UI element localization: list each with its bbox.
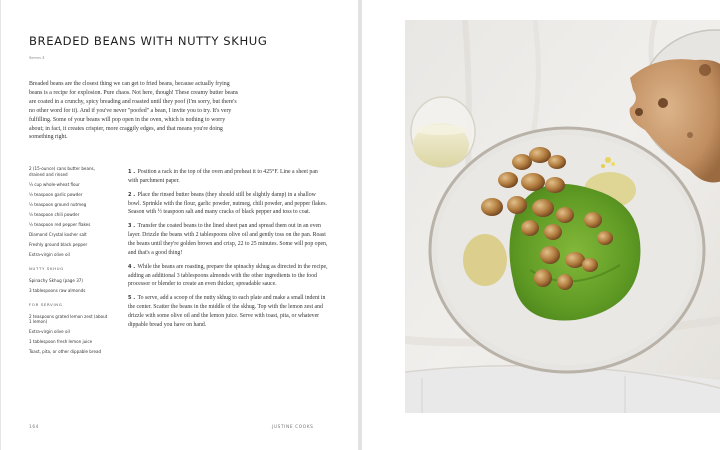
step-number: 4 .: [128, 263, 136, 270]
method-step: [128, 263, 328, 289]
ingredient: ½ teaspoon red pepper flakes: [29, 221, 91, 227]
recipe-intro: Breaded beans are the closest thing we can get to fried beans, because actually frying beans is a recipe for explosion. Pure chaos. Not here, though! These creamy butter beans are coated in a crunchy, spicy breading and roasted until they poof (I'm sorry, but there's no other word for it). And if you've never "poofed" a bean, I invite you to try. It's very fulfilling. Some of your beans will pop open in the oven, which is nothing to worry about; in fact, it creates crispier, more craggily edges, and that means you're doing something right.: [29, 81, 239, 141]
right-page: [362, 0, 720, 450]
ingredients-list: [29, 166, 111, 359]
step-text: Position a rack in the top of the oven and preheat it to 425°F. Line a sheet pan with parchment paper.: [128, 169, 318, 184]
ingredient: Extra-virgin olive oil: [29, 329, 70, 335]
method-steps: [128, 168, 328, 335]
step-text: Transfer the coated beans to the lined sheet pan and spread them out in an even layer. Drizzle the beans with 2 tablespoons olive oil and gently toss on the pan. Roast the beans until they're golden brown and crisp, 22 to 25 minutes. Some will pop open, and that's a good thing!: [128, 223, 328, 256]
ingredient: Freshly ground black pepper: [29, 241, 88, 247]
ingredient: 1 tablespoon fresh lemon juice: [29, 339, 93, 345]
page-number: 164: [29, 425, 40, 430]
recipe-title: BREADED BEANS WITH NUTTY SKHUG: [29, 34, 268, 48]
step-number: 1 .: [128, 169, 136, 175]
ingredient: Diamond Crystal kosher salt: [29, 231, 87, 237]
step-number: 2 .: [128, 191, 136, 198]
ingredient: Toast, pita, or other dippable bread: [29, 349, 102, 355]
recipe-photo: [405, 20, 720, 413]
step-number: 3 .: [128, 223, 136, 230]
left-page: [1, 0, 358, 450]
step-number: 5 .: [128, 295, 136, 302]
ingredient: 3 tablespoons raw almonds: [29, 287, 86, 293]
ingredient: Extra-virgin olive oil: [29, 251, 70, 257]
step-text: While the beans are roasting, prepare the spinachy skhug as directed in the recipe, adding an additional 3 tablespoons almonds with the other ingredients to the food processor or blender to create an even thicker, spreadable sauce.: [128, 263, 328, 288]
ingredient: ¼ cup whole-wheat flour: [29, 181, 80, 187]
ingredient: ½ teaspoon ground nutmeg: [29, 201, 87, 207]
method-step: [128, 222, 328, 257]
running-head: JUSTINE COOKS: [272, 425, 314, 430]
ingredient: ½ teaspoon garlic powder: [29, 191, 83, 197]
ingredient: 2 (15-ounce) cans butter beans, drained and rinsed: [29, 166, 95, 177]
ingredient: 2 teaspoons grated lemon zest (about 1 lemon): [29, 313, 108, 325]
food-photo-illustration: [405, 20, 720, 413]
ingredient: Spinachy Skhug (page 37): [29, 277, 83, 283]
serves-label: Serves 4: [29, 55, 45, 60]
method-step: [128, 294, 328, 329]
ingredient: ½ teaspoon chili powder: [29, 211, 80, 217]
step-text: Place the rinsed butter beans (they should still be slightly damp) in a shallow bowl. Sprinkle with the flour, garlic powder, nutmeg, chili powder, and pepper flakes. Season with ½ teaspoon salt and many cracks of black pepper and toss to coat.: [128, 191, 327, 216]
section-heading-for-serving: FOR SERVING: [29, 302, 63, 308]
step-text: To serve, add a scoop of the nutty skhug to each plate and make a small indent in the center. Scatter the beans in the middle of the skhug. Top with the lemon zest and drizzle with some olive oil and the lemon juice. Serve with toast, pita, or whatever dippable bread you have on hand.: [128, 295, 326, 328]
section-heading-nutty-skhug: NUTTY SKHUG: [29, 266, 64, 272]
method-step: [128, 191, 328, 217]
method-step: [128, 168, 328, 186]
